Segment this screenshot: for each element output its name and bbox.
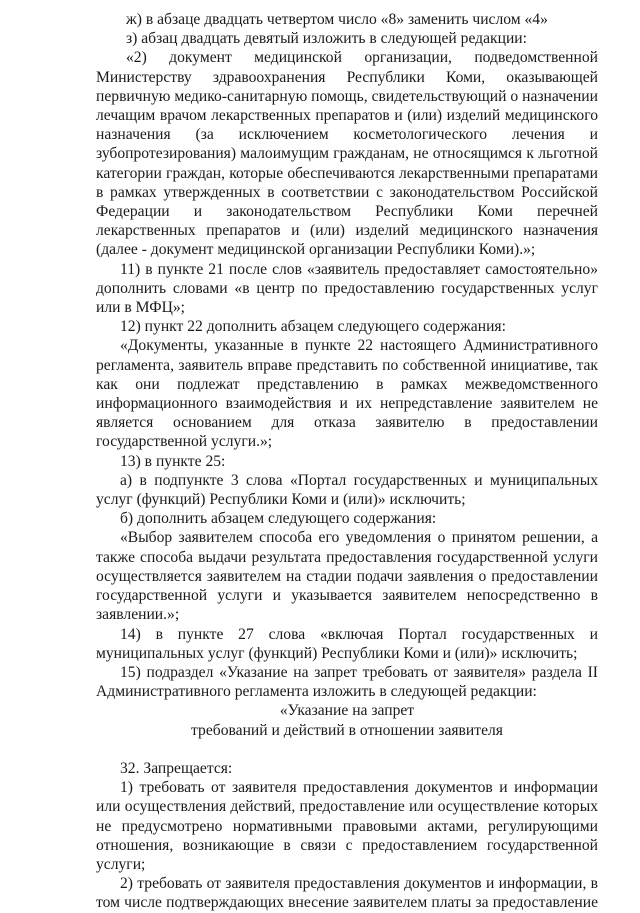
- subsection-heading-line-1: «Указание на запрет: [279, 702, 415, 720]
- paragraph-item-11: 11) в пункте 21 после слов «заявитель предоставляет самостоятельно» дополнить словами «в центр по предоставлению государственных услуг или в МФЦ»;: [96, 260, 598, 317]
- paragraph-z: з) абзац двадцать девятый изложить в следующей редакции:: [126, 30, 527, 48]
- paragraph-document-med-org: «2) документ медицинской организации, подведомственной Министерству здравоохранения Республики Коми, оказывающей первичную медико-санитарную помощь, свидетельствующий о назначении лечащим врачом лекарственных препаратов и (или) изделий медицинского назначения (за исключением косметологического лечения и зубопротезирования) малоимущим гражданам, не относящимся к льготной категории граждан, которые обеспечиваются лекарственными препаратами в рамках утвержденных в соответствии с законодательством Российской Федерации и законодательством Республики Коми перечней лекарственных препаратов и (или) изделий медицинского назначения (далее - документ медицинской организации Республики Коми).»;: [96, 49, 598, 259]
- paragraph-item-13-b: б) дополнить абзацем следующего содержания:: [120, 510, 437, 528]
- paragraph-choice-quote: «Выбор заявителем способа его уведомления о принятом решении, а также способа выдачи результата предоставления государственной услуги осуществляется заявителем на стадии подачи заявления о предоставлении государственной услуги и указывается заявителем непосредственно в заявлении.»;: [96, 529, 598, 624]
- paragraph-item-15: 15) подраздел «Указание на запрет требовать от заявителя» раздела II Административного регламента изложить в следующей редакции:: [96, 663, 598, 701]
- paragraph-item-32-2: 2) требовать от заявителя предоставления документов и информации, в том числе подтверждающих внесение заявителем платы за предоставление: [96, 875, 598, 912]
- paragraph-item-32: 32. Запрещается:: [120, 759, 233, 777]
- paragraph-item-13: 13) в пункте 25:: [120, 452, 226, 470]
- blank-line: [96, 740, 598, 759]
- paragraph-documents-quote: «Документы, указанные в пункте 22 настоящего Административного регламента, заявитель вправе представить по собственной инициативе, так как они подлежат представлению в рамках межведомственного информационного взаимодействия и их непредставление заявителем не является основанием для отказа заявителю в предоставлении государственной услуги.»;: [96, 337, 598, 451]
- paragraph-item-12: 12) пункт 22 дополнить абзацем следующего содержания:: [120, 318, 506, 336]
- paragraph-item-13-a: а) в подпункте 3 слова «Портал государственных и муниципальных услуг (функций) Республики Коми и (или)» исключить;: [96, 471, 598, 509]
- paragraph-item-14: 14) в пункте 27 слова «включая Портал государственных и муниципальных услуг (функций) Республики Коми и (или)» исключить;: [96, 625, 598, 662]
- paragraph-zh: ж) в абзаце двадцать четвертом число «8» заменить числом «4»: [126, 11, 548, 28]
- paragraph-item-32-1: 1) требовать от заявителя предоставления документов и информации или осуществления действий, предоставление или осуществление которых не предусмотрено нормативными правовыми актами, регулирующими отношения, возникающие в связи с предоставлением государственной услуги;: [96, 779, 598, 873]
- subsection-heading-line-2: требований и действий в отношении заявителя: [191, 721, 503, 739]
- document-page: [96, 10, 598, 913]
